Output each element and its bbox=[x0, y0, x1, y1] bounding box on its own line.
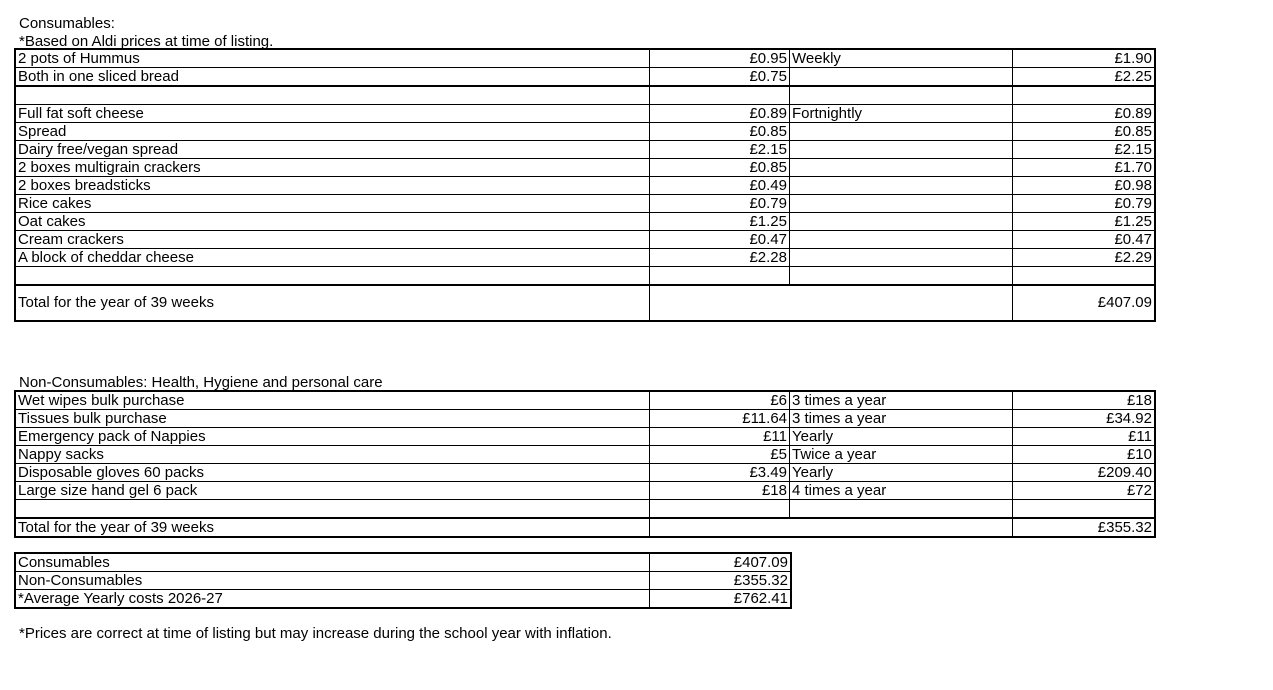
item-cell: Oat cakes bbox=[16, 213, 650, 231]
total-cell: £2.29 bbox=[1013, 249, 1155, 267]
item-cell: Spread bbox=[16, 123, 650, 141]
frequency-cell bbox=[790, 195, 1013, 213]
item-cell: 2 pots of Hummus bbox=[16, 50, 650, 68]
total-cell: £2.15 bbox=[1013, 141, 1155, 159]
item-cell: Nappy sacks bbox=[16, 446, 650, 464]
price-cell: £3.49 bbox=[650, 464, 790, 482]
table-row bbox=[16, 392, 1155, 410]
consumables-rows bbox=[16, 50, 1155, 286]
item-cell: Dairy free/vegan spread bbox=[16, 141, 650, 159]
frequency-cell bbox=[790, 159, 1013, 177]
price-cell: £1.25 bbox=[650, 213, 790, 231]
total-cell bbox=[1013, 267, 1155, 286]
non-consumables-heading: Non-Consumables: Health, Hygiene and personal care bbox=[19, 374, 383, 391]
price-cell bbox=[650, 500, 790, 519]
table-row bbox=[16, 500, 1155, 519]
total-cell: £0.89 bbox=[1013, 105, 1155, 123]
total-cell bbox=[1013, 86, 1155, 105]
table-row bbox=[16, 177, 1155, 195]
item-cell bbox=[16, 500, 650, 519]
item-cell bbox=[16, 267, 650, 286]
price-cell: £0.85 bbox=[650, 159, 790, 177]
price-cell: £11.64 bbox=[650, 410, 790, 428]
item-cell: Tissues bulk purchase bbox=[16, 410, 650, 428]
item-cell: 2 boxes multigrain crackers bbox=[16, 159, 650, 177]
consumables-subheading: *Based on Aldi prices at time of listing. bbox=[19, 33, 274, 50]
non-consumables-total-spacer bbox=[650, 518, 1013, 537]
summary-value-cell: £762.41 bbox=[650, 590, 791, 608]
total-cell: £0.47 bbox=[1013, 231, 1155, 249]
non-consumables-total-value: £355.32 bbox=[1013, 518, 1155, 537]
table-row bbox=[16, 123, 1155, 141]
non-consumables-table bbox=[15, 391, 1155, 537]
total-cell bbox=[1013, 500, 1155, 519]
total-cell: £0.85 bbox=[1013, 123, 1155, 141]
table-row bbox=[16, 482, 1155, 500]
total-cell: £1.90 bbox=[1013, 50, 1155, 68]
table-row bbox=[16, 410, 1155, 428]
summary-rows bbox=[16, 554, 791, 608]
table-row bbox=[16, 50, 1155, 68]
table-row bbox=[16, 231, 1155, 249]
price-cell: £0.47 bbox=[650, 231, 790, 249]
price-cell: £0.89 bbox=[650, 105, 790, 123]
table-row bbox=[16, 249, 1155, 267]
frequency-cell bbox=[790, 231, 1013, 249]
summary-row bbox=[16, 572, 791, 590]
consumables-total-value: £407.09 bbox=[1013, 285, 1155, 321]
item-cell: Full fat soft cheese bbox=[16, 105, 650, 123]
frequency-cell bbox=[790, 177, 1013, 195]
total-cell: £209.40 bbox=[1013, 464, 1155, 482]
frequency-cell: 4 times a year bbox=[790, 482, 1013, 500]
summary-row bbox=[16, 590, 791, 608]
footnote: *Prices are correct at time of listing but may increase during the school year with inflation. bbox=[19, 625, 612, 642]
frequency-cell bbox=[790, 68, 1013, 87]
item-cell: Wet wipes bulk purchase bbox=[16, 392, 650, 410]
table-row bbox=[16, 86, 1155, 105]
item-cell: A block of cheddar cheese bbox=[16, 249, 650, 267]
non-consumables-total-label: Total for the year of 39 weeks bbox=[16, 518, 650, 537]
frequency-cell bbox=[790, 123, 1013, 141]
summary-row bbox=[16, 554, 791, 572]
frequency-cell: 3 times a year bbox=[790, 392, 1013, 410]
summary-table bbox=[15, 553, 791, 608]
frequency-cell bbox=[790, 213, 1013, 231]
frequency-cell: 3 times a year bbox=[790, 410, 1013, 428]
item-cell: Large size hand gel 6 pack bbox=[16, 482, 650, 500]
total-cell: £72 bbox=[1013, 482, 1155, 500]
table-row bbox=[16, 464, 1155, 482]
item-cell: Both in one sliced bread bbox=[16, 68, 650, 87]
table-row bbox=[16, 267, 1155, 286]
summary-label-cell: *Average Yearly costs 2026-27 bbox=[16, 590, 650, 608]
table-row bbox=[16, 68, 1155, 87]
table-row bbox=[16, 159, 1155, 177]
total-cell: £0.98 bbox=[1013, 177, 1155, 195]
price-cell bbox=[650, 267, 790, 286]
frequency-cell: Yearly bbox=[790, 428, 1013, 446]
total-cell: £34.92 bbox=[1013, 410, 1155, 428]
price-cell: £2.28 bbox=[650, 249, 790, 267]
consumables-total-row bbox=[16, 285, 1155, 321]
price-cell: £0.79 bbox=[650, 195, 790, 213]
frequency-cell bbox=[790, 86, 1013, 105]
item-cell: Disposable gloves 60 packs bbox=[16, 464, 650, 482]
total-cell: £11 bbox=[1013, 428, 1155, 446]
price-cell: £18 bbox=[650, 482, 790, 500]
item-cell: Rice cakes bbox=[16, 195, 650, 213]
price-cell: £0.49 bbox=[650, 177, 790, 195]
total-cell: £1.25 bbox=[1013, 213, 1155, 231]
consumables-table bbox=[15, 49, 1155, 321]
item-cell: Emergency pack of Nappies bbox=[16, 428, 650, 446]
table-row bbox=[16, 213, 1155, 231]
summary-value-cell: £355.32 bbox=[650, 572, 791, 590]
summary-value-cell: £407.09 bbox=[650, 554, 791, 572]
total-cell: £10 bbox=[1013, 446, 1155, 464]
price-cell: £5 bbox=[650, 446, 790, 464]
total-cell: £0.79 bbox=[1013, 195, 1155, 213]
table-row bbox=[16, 446, 1155, 464]
item-cell: 2 boxes breadsticks bbox=[16, 177, 650, 195]
price-cell: £11 bbox=[650, 428, 790, 446]
price-cell: £0.85 bbox=[650, 123, 790, 141]
frequency-cell: Fortnightly bbox=[790, 105, 1013, 123]
consumables-total-spacer bbox=[650, 285, 1013, 321]
consumables-heading: Consumables: bbox=[19, 15, 115, 32]
non-consumables-rows bbox=[16, 392, 1155, 519]
price-cell: £0.95 bbox=[650, 50, 790, 68]
table-row bbox=[16, 428, 1155, 446]
frequency-cell: Twice a year bbox=[790, 446, 1013, 464]
summary-label-cell: Consumables bbox=[16, 554, 650, 572]
summary-label-cell: Non-Consumables bbox=[16, 572, 650, 590]
table-row bbox=[16, 105, 1155, 123]
non-consumables-total-row bbox=[16, 518, 1155, 537]
table-row bbox=[16, 141, 1155, 159]
frequency-cell bbox=[790, 267, 1013, 286]
total-cell: £1.70 bbox=[1013, 159, 1155, 177]
price-cell: £6 bbox=[650, 392, 790, 410]
price-cell: £2.15 bbox=[650, 141, 790, 159]
price-cell bbox=[650, 86, 790, 105]
frequency-cell: Weekly bbox=[790, 50, 1013, 68]
total-cell: £2.25 bbox=[1013, 68, 1155, 87]
item-cell bbox=[16, 86, 650, 105]
total-cell: £18 bbox=[1013, 392, 1155, 410]
frequency-cell: Yearly bbox=[790, 464, 1013, 482]
item-cell: Cream crackers bbox=[16, 231, 650, 249]
price-cell: £0.75 bbox=[650, 68, 790, 87]
frequency-cell bbox=[790, 141, 1013, 159]
consumables-total-label: Total for the year of 39 weeks bbox=[16, 285, 650, 321]
frequency-cell bbox=[790, 500, 1013, 519]
table-row bbox=[16, 195, 1155, 213]
frequency-cell bbox=[790, 249, 1013, 267]
